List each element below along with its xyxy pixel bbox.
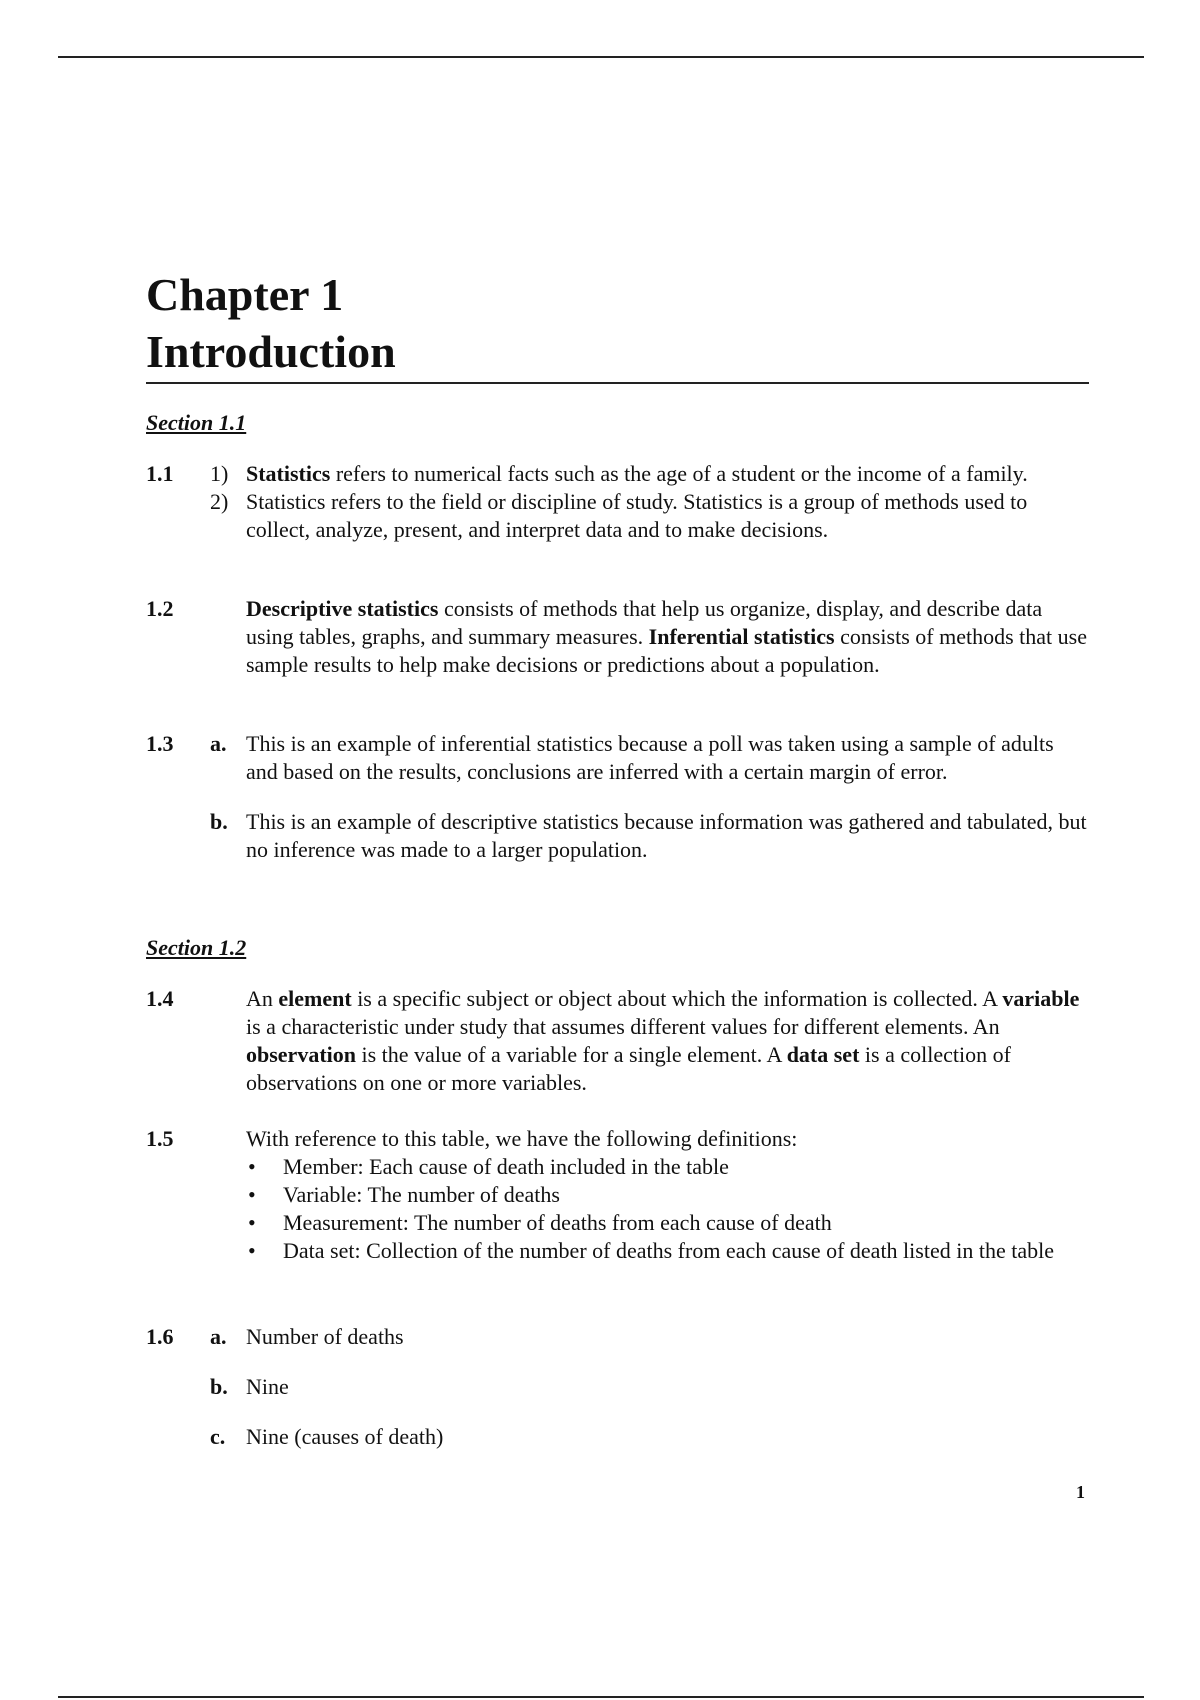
item-text: This is an example of inferential statistics because a poll was taken using a sample of adults and based on the results, conclusions are inferred with a certain margin of error. [246, 731, 1054, 784]
exercise-1-3 [146, 730, 1090, 864]
list-item [146, 1323, 1090, 1351]
exercise-number: 1.5 [146, 1126, 174, 1151]
exercise-1-1 [146, 460, 1090, 544]
list-item [146, 730, 1090, 786]
paragraph-text: is a collection of observations on one or more variables. [246, 1042, 1011, 1095]
item-text: Nine [246, 1374, 289, 1399]
item-text: This is an example of descriptive statistics because information was gathered and tabulated, but no inference was made to a larger population. [246, 809, 1087, 862]
list-item [146, 808, 1090, 864]
paragraph [146, 595, 1090, 679]
top-rule [58, 56, 1144, 58]
exercise-number: 1.4 [146, 986, 174, 1011]
list-marker: 1) [210, 461, 229, 486]
paragraph-text: is the value of a variable for a single element. A [356, 1042, 787, 1067]
item-text: Data set: Collection of the number of deaths from each cause of death listed in the table [283, 1238, 1054, 1263]
bullet-icon: • [248, 1182, 256, 1207]
item-text: Statistics refers to the field or discipline of study. Statistics is a group of methods used to collect, analyze, present, and interpret data and to make decisions. [246, 489, 1028, 542]
item-text: refers to numerical facts such as the age of a student or the income of a family. [330, 461, 1028, 486]
paragraph-text: is a characteristic under study that assumes different values for different elements. An [246, 1014, 1000, 1039]
list-item [146, 1423, 1090, 1451]
item-text: Number of deaths [246, 1324, 404, 1349]
term-observation: observation [246, 1042, 356, 1067]
paragraph-text: An [246, 986, 279, 1011]
item-text: Nine (causes of death) [246, 1424, 444, 1449]
list-marker: a. [210, 731, 227, 756]
list-item [246, 1237, 1090, 1265]
list-item [146, 1373, 1090, 1401]
section-heading-1-2: Section 1.2 [146, 935, 247, 960]
exercise-1-4 [146, 985, 1090, 1097]
term-statistics: Statistics [246, 461, 331, 486]
exercise-1-5 [146, 1125, 1090, 1265]
exercise-number: 1.3 [146, 731, 174, 756]
term-data-set: data set [786, 1042, 860, 1067]
exercise-1-2 [146, 595, 1090, 679]
list-marker: a. [210, 1324, 227, 1349]
chapter-number: Chapter 1 [146, 269, 344, 320]
paragraph-text: is a specific subject or object about which the information is collected. A [351, 986, 1003, 1011]
exercise-number: 1.2 [146, 596, 174, 621]
list-item [146, 488, 1090, 544]
bullet-icon: • [248, 1210, 256, 1235]
item-text: Measurement: The number of deaths from each cause of death [283, 1210, 832, 1235]
term-variable: variable [1002, 986, 1080, 1011]
paragraph-text: consists of methods that use sample results to help make decisions or predictions about a population. [246, 624, 1087, 677]
bullet-icon: • [248, 1238, 256, 1263]
term-inferential-statistics: Inferential statistics [648, 624, 835, 649]
paragraph-intro: With reference to this table, we have the following definitions: [246, 1126, 798, 1151]
item-text: Variable: The number of deaths [283, 1182, 560, 1207]
list-marker: b. [210, 809, 228, 834]
list-marker: c. [210, 1424, 226, 1449]
item-text: Member: Each cause of death included in the table [283, 1154, 729, 1179]
bullet-icon: • [248, 1154, 256, 1179]
paragraph-text: consists of methods that help us organize, display, and describe data using tables, graphs, and summary measures. [246, 596, 1043, 649]
list-marker: 2) [210, 489, 229, 514]
term-element: element [278, 986, 352, 1011]
list-item [146, 460, 1090, 488]
exercise-number: 1.1 [146, 461, 174, 486]
chapter-name: Introduction [146, 326, 396, 377]
definition-list [146, 1153, 1090, 1265]
list-item [246, 1153, 1090, 1181]
section-heading-1-1: Section 1.1 [146, 410, 247, 435]
list-item [246, 1181, 1090, 1209]
bottom-rule [58, 1696, 1144, 1698]
page-number: 1 [1076, 1482, 1085, 1502]
exercise-1-6 [146, 1323, 1090, 1451]
list-item [246, 1209, 1090, 1237]
exercise-number: 1.6 [146, 1324, 174, 1349]
paragraph [146, 985, 1090, 1097]
list-marker: b. [210, 1374, 228, 1399]
term-descriptive-statistics: Descriptive statistics [246, 596, 439, 621]
chapter-title [146, 266, 1089, 384]
